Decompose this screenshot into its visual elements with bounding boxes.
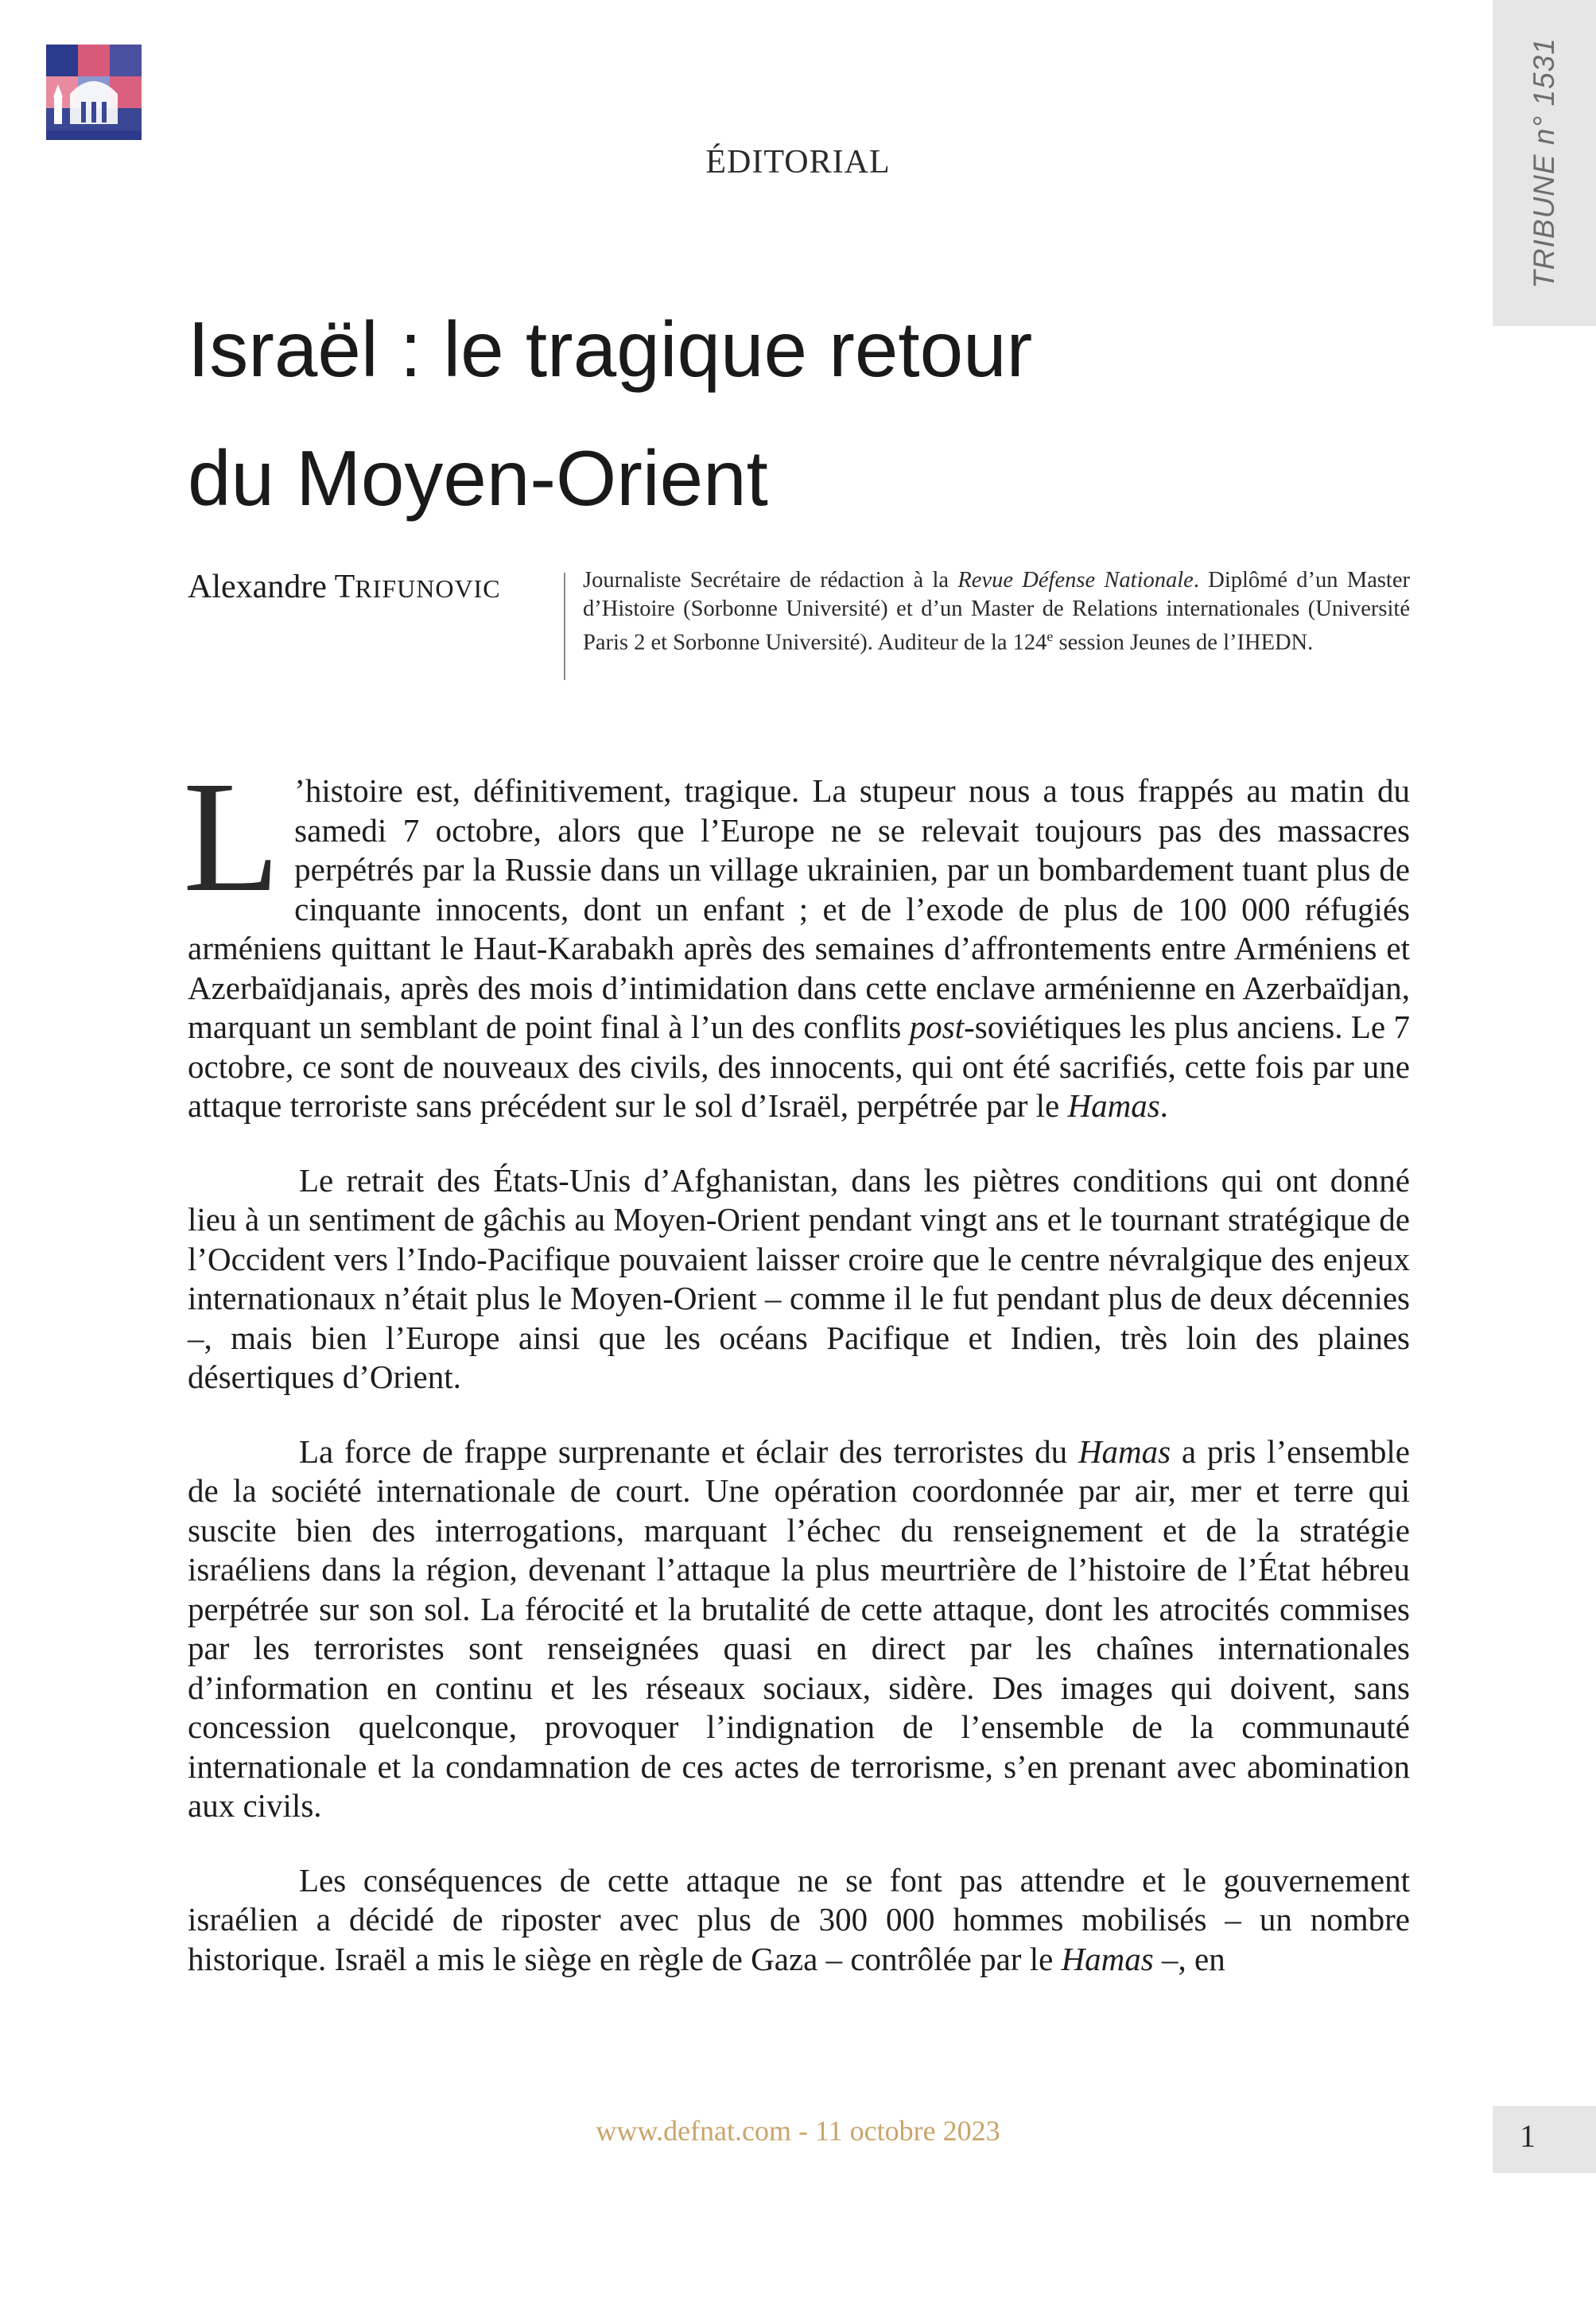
paragraph-3	[188, 1432, 1410, 1826]
footer-url-date[interactable]: www.defnat.com - 11 octobre 2023	[596, 2115, 1000, 2147]
emphasis-text: Hamas	[1067, 1087, 1160, 1124]
bio-divider	[564, 573, 565, 680]
paragraph-text: -soviétiques les plus anciens. Le 7 octobre, ce sont de nouveaux des civils, des innocents, qui ont été sacrifiés, cette fois par une attaque terroriste sans précédent sur le sol d’Israël, perpétrée par le	[188, 1009, 1410, 1124]
emphasis-text: post	[909, 1009, 965, 1045]
drop-cap: L	[183, 749, 281, 925]
author-last-initial: T	[334, 569, 355, 605]
author-bio	[583, 566, 1410, 657]
paragraph-text: –, en	[1153, 1940, 1225, 1977]
paragraph-2: Le retrait des États-Unis d’Afghanistan, dans les piètres conditions qui ont donné lieu à un sentiment de gâchis au Moyen-Orient pendant vingt ans et le tournant stratégique de l’Occident vers l’Indo-Pacifique pouvaient laisser croire que le centre névralgique des enjeux internationaux n’était plus le Moyen-Orient – comme il le fut pendant plus de deux décennies –, mais bien l’Europe ainsi que les océans Pacifique et Indien, très loin des plaines désertiques d’Orient.	[188, 1161, 1410, 1395]
article-body	[183, 749, 1410, 2014]
paragraph-text: La force de frappe surprenante et éclair des terroristes du	[299, 1432, 1078, 1470]
title-line-1: Israël : le tragique retour	[188, 305, 1033, 393]
paragraph-text: a pris l’ensemble de la société internationale de court. Une opération coordonnée par air, mer et terre qui suscite bien des interrogations, marquant l’échec du renseignement et de la stratégie israéliens dans la région, devenant l’attaque la plus meurtrière de l’histoire de l’État hébreu perpétrée sur son sol. La férocité et la brutalité de cette attaque, dont les atrocités commises par les terroristes sont renseignées quasi en direct par les chaînes internationales d’information en continu et les réseaux sociaux, sidère. Des images qui doivent, sans concession quelconque, provoquer l’indignation de l’ensemble de la communauté internationale et la condamnation de ces actes de terrorisme, s’en prenant avec abomination aux civils.	[188, 1432, 1410, 1824]
defense-nationale-logo-icon	[46, 45, 142, 140]
bio-superscript: e	[1047, 628, 1054, 644]
emphasis-text: Hamas	[1061, 1940, 1154, 1977]
paragraph-text: Les conséquences de cette attaque ne se font pas attendre et le gouvernement israélien a décidé de riposter avec plus de 300 000 hommes mobilisés – un nombre historique. Israël a mis le siège en règle de Gaza – contrôlée par le	[188, 1861, 1410, 1977]
section-label: ÉDITORIAL	[705, 144, 891, 181]
author-name	[188, 568, 501, 606]
author-last-rest: RIFUNOVIC	[355, 574, 501, 603]
paragraph-1	[183, 749, 1410, 1126]
page-number-box	[1493, 2106, 1596, 2173]
bio-revue-name: Revue Défense Nationale	[957, 568, 1194, 593]
bio-text: . Diplômé d’un Master d’Histoire (Sorbonne Université) et d’un Master de Relations internationales (Université Paris 2 et Sorbonne Université). Auditeur de la 124	[583, 568, 1410, 655]
bio-text: session Jeunes de l’IHEDN.	[1053, 630, 1314, 655]
article-title	[188, 285, 1380, 542]
title-line-2: du Moyen-Orient	[188, 434, 768, 522]
paragraph-text: ’histoire est, définitivement, tragique. La stupeur nous a tous frappés au matin du samedi 7 octobre, alors que l’Europe ne se relevait toujours pas des massacres perpétrés par la Russie dans un village ukrainien, par un bombardement tuant plus de cinquante innocents, dont un enfant ; et de l’exode de plus de 100 000 réfugiés arméniens quittant le Haut-Karabakh après des semaines d’affrontements entre Arméniens et Azerbaïdjanais, après des mois d’intimidation dans cette enclave arménienne en Azerbaïdjan, marquant un semblant de point final à l’un des conflits	[188, 772, 1410, 1045]
paragraph-4	[188, 1861, 1410, 1980]
author-first-name: Alexandre	[188, 569, 335, 605]
issue-label: TRIBUNE n° 1531	[1528, 37, 1560, 289]
bio-text: Journaliste Secrétaire de rédaction à la	[583, 568, 958, 593]
emphasis-text: Hamas	[1078, 1432, 1171, 1470]
page-number: 1	[1520, 2118, 1536, 2154]
paragraph-text: .	[1159, 1087, 1168, 1124]
